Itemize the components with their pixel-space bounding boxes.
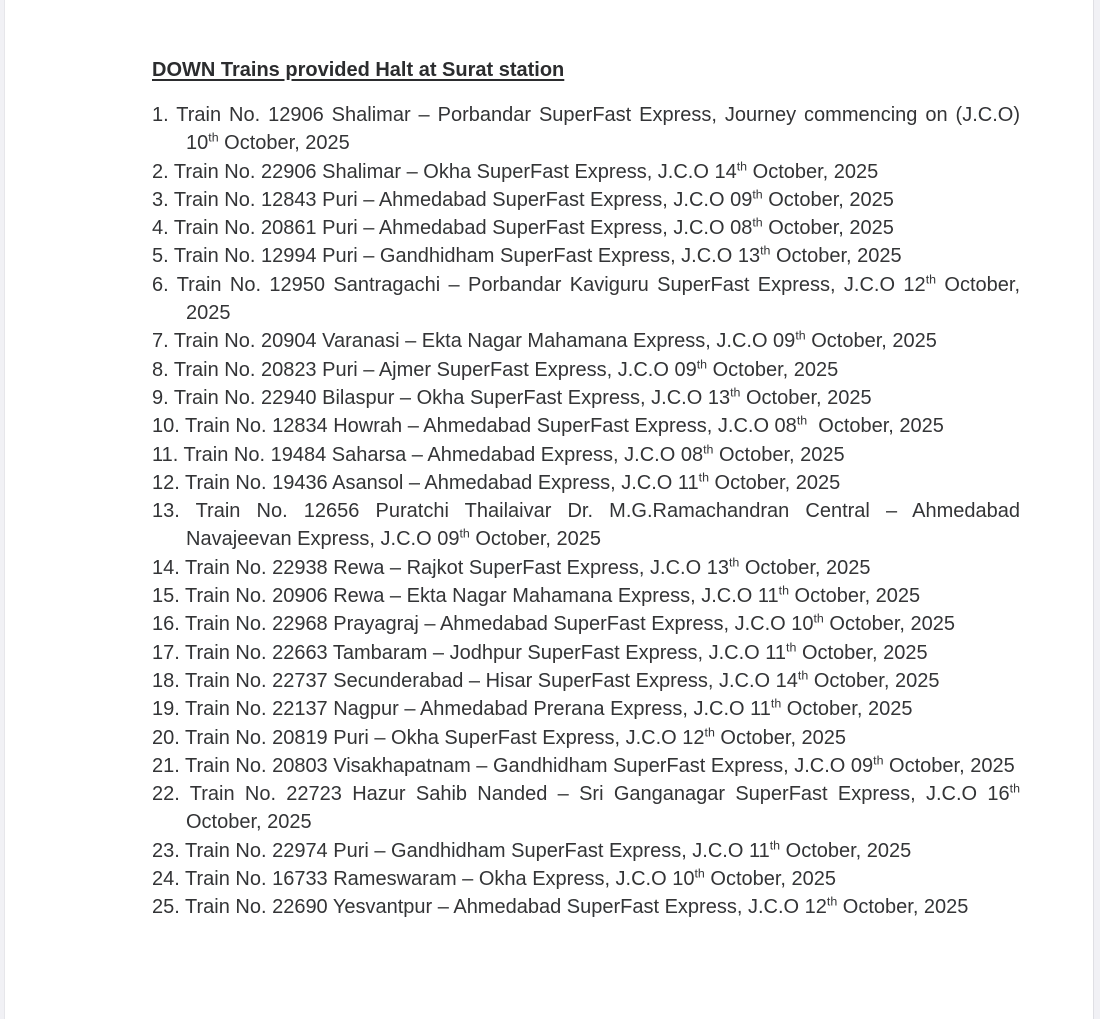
ordinal-suffix: th — [1009, 781, 1020, 796]
item-text: Train No. 16733 Rameswaram – Okha Express, J.C.O 10th October, 2025 — [179, 866, 837, 891]
page-title: DOWN Trains provided Halt at Surat station — [152, 59, 565, 81]
item-number: 4. — [152, 217, 169, 240]
train-list-item — [152, 469, 1020, 497]
train-list-item — [152, 667, 1020, 695]
ordinal-suffix: th — [797, 668, 809, 683]
item-text: Train No. 20819 Puri – Okha SuperFast Express, J.C.O 12th October, 2025 — [179, 724, 847, 749]
train-list-item — [152, 412, 1020, 440]
ordinal-suffix: th — [795, 328, 806, 343]
ordinal-suffix: th — [796, 413, 808, 428]
train-list-item — [152, 214, 1020, 242]
ordinal-suffix: th — [873, 753, 884, 768]
item-text: Train No. 12994 Puri – Gandhidham SuperFast Express, J.C.O 13th October, 2025 — [168, 243, 902, 268]
train-list-item — [152, 639, 1020, 667]
item-number: 21. — [152, 754, 180, 777]
ordinal-suffix: th — [459, 526, 470, 541]
item-text: Train No. 12656 Puratchi Thailaivar Dr. M.G.Ramachandran Central – Ahmedabad Navajeevan Express, J.C.O 09th October, 2025 — [179, 500, 1020, 551]
ordinal-suffix: th — [704, 724, 715, 739]
page-left-edge — [0, 0, 5, 1019]
item-number: 12. — [152, 471, 180, 494]
page-right-edge — [1093, 0, 1100, 1019]
item-text: Train No. 20906 Rewa – Ekta Nagar Mahamana Express, J.C.O 11th October, 2025 — [179, 583, 921, 608]
train-list-item — [152, 610, 1020, 638]
train-list-item — [152, 865, 1020, 893]
item-number: 16. — [152, 613, 180, 636]
item-number: 23. — [152, 839, 180, 862]
item-number: 25. — [152, 896, 180, 919]
item-text: Train No. 20803 Visakhapatnam – Gandhidham SuperFast Express, J.C.O 09th October, 2025 — [179, 753, 1015, 777]
train-list-item — [152, 752, 1020, 780]
item-text: Train No. 22137 Nagpur – Ahmedabad Prerana Express, J.C.O 11th October, 2025 — [179, 696, 913, 721]
item-text: Train No. 20904 Varanasi – Ekta Nagar Mahamana Express, J.C.O 09th October, 2025 — [168, 328, 937, 353]
item-text: Train No. 22723 Hazur Sahib Nanded – Sri Ganganagar SuperFast Express, J.C.O 16th October, 2025 — [179, 781, 1020, 834]
item-number: 2. — [152, 160, 169, 183]
item-text: Train No. 20861 Puri – Ahmedabad SuperFast Express, J.C.O 08th October, 2025 — [168, 215, 894, 240]
item-text: Train No. 12843 Puri – Ahmedabad SuperFast Express, J.C.O 09th October, 2025 — [168, 187, 894, 211]
item-text: Train No. 12906 Shalimar – Porbandar SuperFast Express, Journey commencing on (J.C.O) 10th October, 2025 — [168, 104, 1020, 155]
ordinal-suffix: th — [778, 583, 789, 598]
train-list-item — [152, 158, 1020, 186]
train-list-item — [152, 780, 1020, 837]
ordinal-suffix: th — [786, 639, 797, 654]
item-text: Train No. 22968 Prayagraj – Ahmedabad SuperFast Express, J.C.O 10th October, 2025 — [179, 611, 956, 636]
ordinal-suffix: th — [769, 838, 781, 853]
ordinal-suffix: th — [698, 470, 709, 485]
item-number: 8. — [152, 358, 169, 381]
ordinal-suffix: th — [208, 130, 219, 145]
item-number: 1. — [152, 104, 169, 126]
item-text: Train No. 22737 Secunderabad – Hisar SuperFast Express, J.C.O 14th October, 2025 — [179, 668, 940, 692]
train-list-item — [152, 554, 1020, 582]
train-list-item — [152, 582, 1020, 610]
item-number: 11. — [152, 443, 179, 466]
item-number: 14. — [152, 556, 180, 579]
train-list-item — [152, 186, 1020, 214]
item-number: 18. — [152, 669, 180, 692]
item-number: 6. — [152, 273, 169, 296]
ordinal-suffix: th — [770, 696, 782, 711]
item-number: 5. — [152, 245, 169, 268]
item-text: Train No. 20823 Puri – Ajmer SuperFast Express, J.C.O 09th October, 2025 — [168, 357, 839, 381]
train-list-item — [152, 384, 1020, 412]
ordinal-suffix: th — [752, 215, 763, 230]
item-number: 3. — [152, 188, 169, 211]
item-text: Train No. 12834 Howrah – Ahmedabad SuperFast Express, J.C.O 08th October, 2025 — [179, 413, 944, 438]
item-number: 19. — [152, 698, 180, 721]
item-number: 24. — [152, 868, 180, 891]
item-text: Train No. 22690 Yesvantpur – Ahmedabad SuperFast Express, J.C.O 12th October, 2025 — [179, 894, 969, 919]
train-list-item — [152, 271, 1020, 328]
ordinal-suffix: th — [925, 272, 937, 287]
item-text: Train No. 19436 Asansol – Ahmedabad Express, J.C.O 11th October, 2025 — [179, 470, 841, 494]
train-list-item — [152, 837, 1020, 865]
item-number: 20. — [152, 726, 180, 749]
document-content — [152, 56, 1020, 922]
item-text: Train No. 22940 Bilaspur – Okha SuperFast Express, J.C.O 13th October, 2025 — [168, 385, 872, 409]
item-number: 13. — [152, 500, 180, 523]
item-text: Train No. 19484 Saharsa – Ahmedabad Express, J.C.O 08th October, 2025 — [178, 441, 845, 466]
ordinal-suffix: th — [813, 611, 824, 626]
ordinal-suffix: th — [826, 894, 838, 909]
ordinal-suffix: th — [728, 555, 740, 570]
item-number: 7. — [152, 330, 169, 353]
train-list-item — [152, 356, 1020, 384]
train-list-item — [152, 101, 1020, 158]
item-number: 10. — [152, 415, 180, 438]
item-text: Train No. 22938 Rewa – Rajkot SuperFast Express, J.C.O 13th October, 2025 — [179, 555, 871, 579]
item-number: 9. — [152, 386, 169, 409]
ordinal-suffix: th — [752, 187, 763, 202]
train-list-item — [152, 242, 1020, 270]
train-list — [152, 101, 1020, 922]
ordinal-suffix: th — [760, 243, 771, 258]
item-text: Train No. 22906 Shalimar – Okha SuperFast Express, J.C.O 14th October, 2025 — [168, 158, 879, 183]
ordinal-suffix: th — [696, 357, 708, 372]
train-list-item — [152, 695, 1020, 723]
train-list-item — [152, 724, 1020, 752]
ordinal-suffix: th — [694, 866, 705, 881]
train-list-item — [152, 327, 1020, 355]
item-text: Train No. 12950 Santragachi – Porbandar Kaviguru SuperFast Express, J.C.O 12th October, 2025 — [168, 272, 1021, 325]
train-list-item — [152, 497, 1020, 554]
ordinal-suffix: th — [703, 441, 714, 456]
train-list-item — [152, 441, 1020, 469]
ordinal-suffix: th — [730, 385, 741, 400]
item-number: 22. — [152, 783, 180, 806]
ordinal-suffix: th — [736, 158, 748, 173]
item-text: Train No. 22974 Puri – Gandhidham SuperFast Express, J.C.O 11th October, 2025 — [179, 838, 912, 862]
item-number: 15. — [152, 585, 180, 608]
train-list-item — [152, 893, 1020, 921]
item-text: Train No. 22663 Tambaram – Jodhpur SuperFast Express, J.C.O 11th October, 2025 — [179, 639, 928, 664]
item-number: 17. — [152, 641, 180, 664]
